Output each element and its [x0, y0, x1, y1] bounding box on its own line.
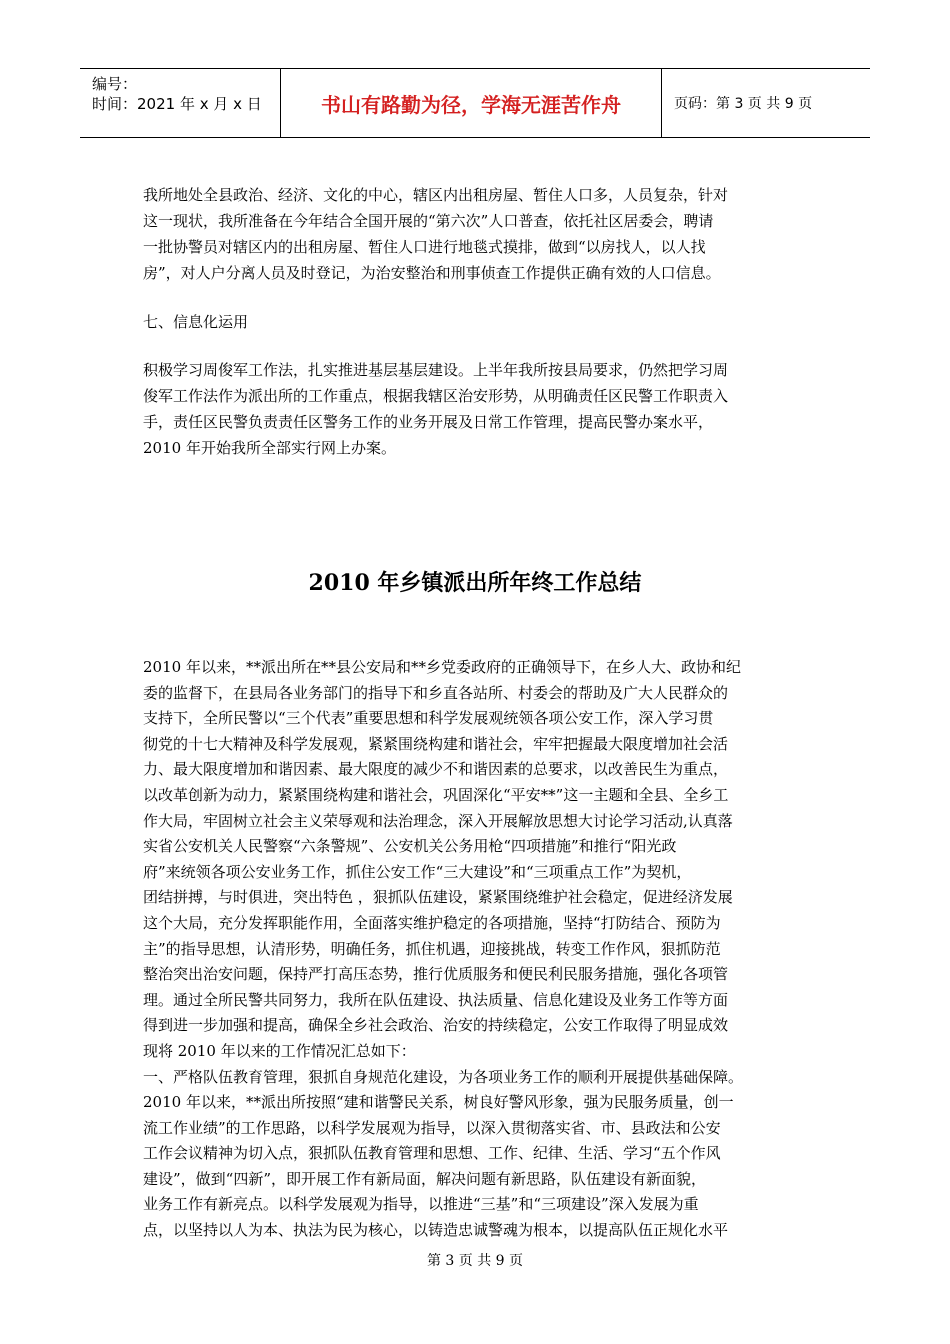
paragraph-line: 一、严格队伍教育管理，狠抓自身规范化建设，为各项业务工作的顺利开展提供基础保障。 [143, 1067, 744, 1086]
paragraph-line: 2010 年以来，**派出所在**县公安局和**乡党委政府的正确领导下，在乡人大、政协和纪 [143, 658, 741, 676]
document-number-label: 编号： [92, 75, 138, 93]
paragraph-line: 建设”，做到“四新”，即开展工作有新局面，解决问题有新思路，队伍建设有新面貌， [143, 1169, 707, 1188]
section-heading: 七、信息化运用 [143, 313, 249, 331]
paragraph-line: 作大局，牢固树立社会主义荣辱观和法治理念，深入开展解放思想大讨论学习活动,认真落 [143, 811, 733, 830]
document-time-label: 时间：2021 年 x 月 x 日 [92, 95, 262, 113]
paragraph-line: 理。通过全所民警共同努力，我所在队伍建设、执法质量、信息化建设及业务工作等方面 [143, 990, 729, 1009]
paragraph-line: 彻党的十七大精神及科学发展观，紧紧围绕构建和谐社会，牢牢把握最大限度增加社会活 [143, 734, 729, 753]
page-footer: 第 3 页 共 9 页 [426, 1253, 524, 1269]
header-page-number: 页码：第 3 页 共 9 页 [674, 96, 813, 112]
paragraph-line: 委的监督下，在县局各业务部门的指导下和乡直各站所、村委会的帮助及广大人民群众的 [143, 683, 729, 702]
paragraph-line: 2010 年以来，**派出所按照“建和谐警民关系，树良好警风形象，强为民服务质量，创一 [143, 1093, 734, 1112]
paragraph-line: 得到进一步加强和提高，确保全乡社会政治、治安的持续稳定，公安工作取得了明显成效 [143, 1016, 729, 1035]
paragraph-line: 手，责任区民警负责责任区警务工作的业务开展及日常工作管理，提高民警办案水平， [143, 413, 714, 431]
header-motto: 书山有路勤为径，学海无涯苦作舟 [281, 69, 662, 137]
intro-paragraph [143, 182, 823, 286]
paragraph-line: 积极学习周俊军工作法，扎实推进基层基层建设。上半年我所按县局要求，仍然把学习周 [143, 361, 729, 379]
paragraph-line: 2010 年开始我所全部实行网上办案。 [143, 439, 396, 457]
paragraph-line: 这一现状，我所准备在今年结合全国开展的“第六次”人口普查，依托社区居委会，聘请 [143, 212, 714, 230]
paragraph-line: 我所地处全县政治、经济、文化的中心，辖区内出租房屋、暂住人口多，人员复杂，针对 [143, 186, 729, 204]
document-title: 2010 年乡镇派出所年终工作总结 [308, 570, 642, 596]
paragraph-line: 以改革创新为动力，紧紧围绕构建和谐社会，巩固深化“平安**”这一主题和全县、全乡工 [143, 785, 729, 804]
body-paragraph [143, 655, 823, 1244]
paragraph-line: 团结拼搏，与时俱进，突出特色 ，狠抓队伍建设，紧紧围绕维护社会稳定，促进经济发展 [143, 888, 733, 907]
paragraph-line: 整治突出治安问题，保持严打高压态势，推行优质服务和便民利民服务措施，强化各项管 [143, 965, 729, 984]
paragraph-line: 点，以坚持以人为本、执法为民为核心，以铸造忠诚警魂为根本，以提高队伍正规化水平 [143, 1221, 729, 1240]
header-meta [80, 69, 281, 137]
paragraph-line: 俊军工作法作为派出所的工作重点，根据我辖区治安形势，从明确责任区民警工作职责入 [143, 387, 729, 405]
paragraph-line: 现将 2010 年以来的工作情况汇总如下： [143, 1041, 416, 1060]
page-header [80, 68, 870, 138]
paragraph-line: 力、最大限度增加和谐因素、最大限度的减少不和谐因素的总要求，以改善民生为重点， [143, 760, 729, 779]
paragraph-line: 工作会议精神为切入点，狠抓队伍教育管理和思想、工作、纪律、生活、学习“五个作风 [143, 1144, 721, 1163]
paragraph-line: 流工作业绩”的工作思路，以科学发展观为指导，以深入贯彻落实省、市、县政法和公安 [143, 1118, 721, 1137]
paragraph-line: 这个大局，充分发挥职能作用，全面落实维护稳定的各项措施，坚持“打防结合、预防为 [143, 913, 721, 932]
paragraph-line: 一批协警员对辖区内的出租房屋、暂住人口进行地毯式摸排，做到“以房找人，以人找 [143, 238, 706, 256]
paragraph-line: 府”来统领各项公安业务工作，抓住公安工作“三大建设”和“三项重点工作”为契机， [143, 862, 692, 881]
paragraph-line: 实省公安机关人民警察“六条警规”、公安机关公务用枪“四项措施”和推行“阳光政 [143, 837, 677, 856]
paragraph-line: 房”，对人户分离人员及时登记，为治安整治和刑事侦查工作提供正确有效的人口信息。 [143, 264, 721, 282]
paragraph-line: 主”的指导思想，认清形势，明确任务，抓住机遇，迎接挑战，转变工作作风，狠抓防范 [143, 939, 721, 958]
section-paragraph [143, 357, 823, 461]
paragraph-line: 业务工作有新亮点。以科学发展观为指导，以推进“三基”和“三项建设”深入发展为重 [143, 1195, 699, 1214]
paragraph-line: 支持下，全所民警以“三个代表”重要思想和科学发展观统领各项公安工作，深入学习贯 [143, 709, 714, 728]
